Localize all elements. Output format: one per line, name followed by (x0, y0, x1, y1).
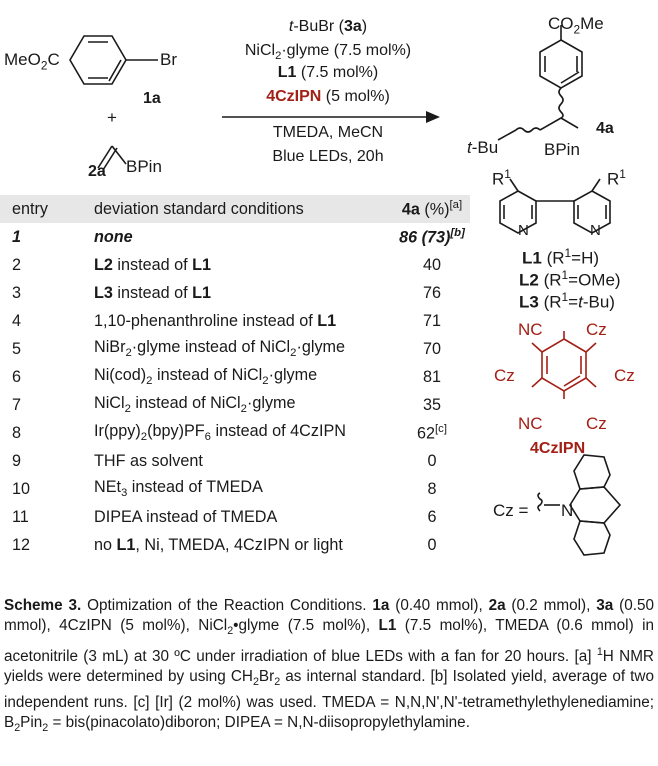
yield-cell: 81 (422, 367, 441, 386)
table-row (0, 251, 470, 279)
entry-cell: 9 (12, 451, 22, 470)
condition-nickel: NiCl$_2$·glyme (7.5 mol%) (244, 42, 412, 63)
czipn-label: 4CzIPN (530, 440, 586, 457)
czipn-cz-left: Cz (494, 366, 515, 385)
table-row (0, 335, 470, 363)
entry-cell: 2 (12, 255, 22, 274)
product-4a-structure (498, 25, 582, 140)
deviation-cell: DIPEA instead of TMEDA (94, 507, 278, 526)
yield-cell: 6 (427, 507, 437, 526)
deviation-cell: no L1, Ni, TMEDA, 4CzIPN or light (94, 535, 343, 554)
header-deviation: deviation standard conditions (94, 195, 394, 223)
reactant-2a-bpin: BPin (126, 157, 162, 176)
plus-sign: + (107, 108, 117, 127)
yield-cell: 70 (422, 339, 441, 358)
yield-cell: 71 (422, 311, 441, 330)
entry-cell: 7 (12, 395, 22, 414)
deviation-cell: $Ir(ppy)_2(bpy)PF_6$ instead of 4CzIPN (94, 422, 346, 444)
reactant-2a-label: 2a (88, 163, 106, 180)
table-row (0, 279, 470, 307)
ligand-l2-label: L2 $(R^1=OMe)$ (519, 268, 621, 290)
table-row (0, 363, 470, 391)
table-row (0, 307, 470, 335)
entry-cell: 1 (12, 227, 22, 246)
czipn-nc-bottom: NC (518, 414, 543, 433)
czipn-cz-top: Cz (586, 320, 607, 339)
yield-cell: 86 (73)[b] (399, 226, 465, 247)
carbazole-definition: Cz = (493, 501, 529, 520)
condition-photocatalyst: 4CzIPN (5 mol%) (266, 88, 390, 105)
table-row (0, 503, 470, 531)
optimization-table (0, 195, 470, 559)
deviation-cell: 1,10-phenanthroline instead of L1 (94, 311, 337, 330)
condition-base-solvent: TMEDA, MeCN (272, 124, 384, 141)
deviation-cell: L3 instead of L1 (94, 283, 212, 302)
deviation-cell: none (94, 227, 133, 246)
entry-cell: 11 (12, 507, 29, 526)
deviation-cell: THF as solvent (94, 451, 203, 470)
table-row (0, 447, 470, 475)
reactant-1a-ester: MeO$_2$C (4, 50, 60, 73)
ligand-r-right: $R^1$ (607, 167, 626, 189)
4czipn-structure (532, 331, 596, 399)
benzene-ring-1a (70, 36, 158, 84)
entry-cell: 8 (12, 423, 22, 442)
yield-cell: 0 (427, 451, 437, 470)
ligand-n-left: N (518, 222, 529, 239)
yield-cell: 76 (422, 283, 441, 302)
table-header-row (0, 195, 470, 223)
table-row (0, 391, 470, 419)
carbazole-structure (538, 455, 620, 555)
condition-reagent: t-BuBr (3a) (288, 18, 368, 35)
reactant-1a-bromide: Br (160, 50, 177, 69)
yield-cell: 40 (422, 255, 441, 274)
czipn-cz-right: Cz (614, 366, 635, 385)
product-ester: $CO_2Me$ (548, 14, 604, 37)
czipn-nc-top: NC (518, 320, 543, 339)
header-yield: 4a (%)[a] (394, 195, 470, 223)
deviation-cell: L2 instead of L1 (94, 255, 212, 274)
yield-cell: 62[c] (417, 422, 447, 443)
czipn-cz-bottom: Cz (586, 414, 607, 433)
table-row (0, 475, 470, 503)
table-row (0, 223, 470, 251)
carbazole-n: N (561, 501, 574, 520)
entry-cell: 5 (12, 339, 22, 358)
deviation-cell: NiBr$_2$·glyme instead of NiCl$_2$·glyme (94, 338, 346, 360)
yield-cell: 35 (422, 395, 441, 414)
deviation-cell: $Ni(cod)_2$ instead of NiCl$_2$·glyme (94, 366, 318, 388)
condition-light: Blue LEDs, 20h (272, 148, 384, 165)
yield-cell: 8 (427, 479, 437, 498)
ligand-r-left: $R^1$ (492, 167, 511, 189)
ligand-l3-label: L3 $(R^1=t-Bu)$ (519, 290, 615, 312)
product-tbu: t-Bu (467, 138, 499, 157)
product-label: 4a (596, 120, 614, 137)
entry-cell: 10 (12, 479, 31, 498)
table-row (0, 419, 470, 447)
product-bpin: BPin (544, 140, 580, 159)
table-row (0, 531, 470, 559)
entry-cell: 3 (12, 283, 22, 302)
scheme-caption: Scheme 3. Optimization of the Reaction Conditions. 1a (0.40 mmol), 2a (0.2 mmol), 3a (0.50 mmol), 4CzIPN (5 mol%), NiCl$_2$•glyme (7.5 mol%), L1 (7.5 mol%), TMEDA (0.6 mmol) in acetonitrile (3 mL) at 30 ºC under irradiation of blue LEDs with a fan for 20 hours. [a] $^1$H NMR yields were determined by using $CH_2Br_2$ as internal standard. [b] Isolated yield, average of two independent runs. [c] [Ir] (2 mol%) was used. TMEDA = N,N,N',N'-tetramethylethylenediamine; $B_2Pin_2$ = bis(pinacolato)diboron; DIPEA = N,N-diisopropylethylamine. (4, 597, 654, 735)
ligand-l1-label: L1 $(R^1=H)$ (522, 246, 600, 268)
ligand-n-right: N (590, 222, 601, 239)
deviation-cell: NiCl$_2$ instead of NiCl$_2$·glyme (94, 394, 296, 416)
yield-cell: 0 (427, 535, 437, 554)
reactant-1a-label: 1a (143, 90, 161, 107)
entry-cell: 4 (12, 311, 22, 330)
entry-cell: 6 (12, 367, 22, 386)
deviation-cell: NEt$_3$ instead of TMEDA (94, 478, 263, 500)
condition-ligand: L1 (7.5 mol%) (277, 64, 379, 81)
entry-cell: 12 (12, 535, 31, 554)
header-entry: entry (0, 195, 94, 223)
